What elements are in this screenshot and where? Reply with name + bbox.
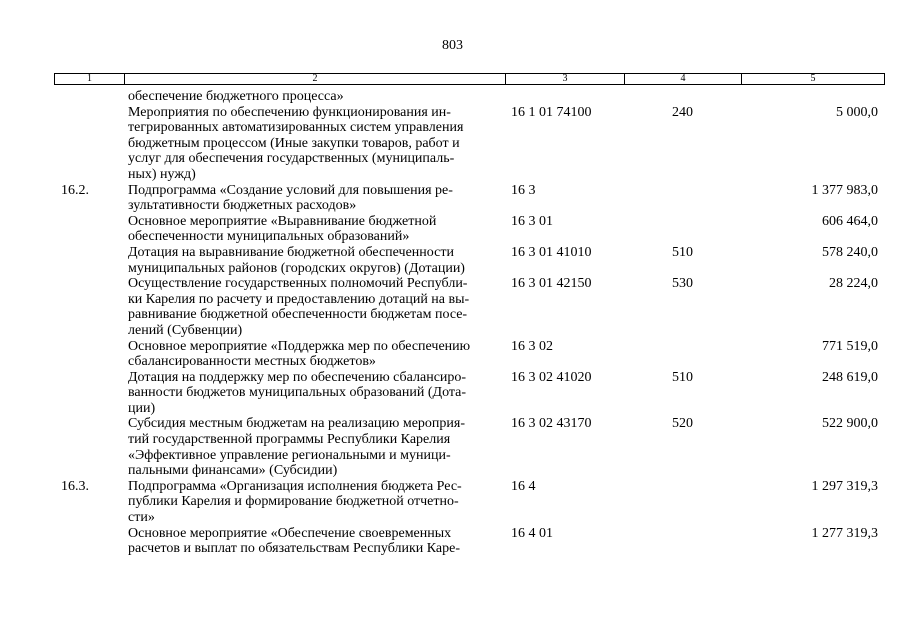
row-name xyxy=(124,105,505,183)
row-name-line: муниципальных районов (городских округов) (Дотации) xyxy=(128,260,465,276)
row-name-line: ции) xyxy=(128,400,156,416)
row-number xyxy=(54,416,124,478)
row-amount: 5 000,0 xyxy=(836,104,878,120)
table-row xyxy=(54,339,885,370)
row-code xyxy=(505,89,624,105)
row-name-line: ванности бюджетов муниципальных образований (Дота- xyxy=(128,385,467,401)
row-name xyxy=(124,370,505,417)
row-name xyxy=(124,183,505,214)
row-code: 16 3 02 xyxy=(511,338,553,354)
row-name xyxy=(124,89,505,105)
row-number xyxy=(54,245,124,276)
row-name-line: лений (Субвенции) xyxy=(128,322,243,338)
row-name xyxy=(124,416,505,478)
row-name xyxy=(124,339,505,370)
row-amount: 771 519,0 xyxy=(822,338,878,354)
row-code: 16 3 01 41010 xyxy=(511,244,592,260)
row-name xyxy=(124,245,505,276)
row-number xyxy=(54,105,124,183)
row-name xyxy=(124,214,505,245)
row-amount: 522 900,0 xyxy=(822,416,878,432)
row-name-line: равнивание бюджетной обеспеченности бюджетам посе- xyxy=(128,307,468,323)
row-expense-type: 510 xyxy=(672,244,693,260)
row-name-line: тегрированных автоматизированных систем управления xyxy=(128,120,464,136)
row-name-line: Подпрограмма «Организация исполнения бюджета Рес- xyxy=(128,478,462,494)
row-expense-type xyxy=(624,339,741,370)
row-code: 16 3 01 xyxy=(511,213,553,229)
row-name xyxy=(124,276,505,338)
table-row xyxy=(54,105,885,183)
row-number xyxy=(54,214,124,245)
table-row xyxy=(54,89,885,105)
row-name-line: пальными финансами» (Субсидии) xyxy=(128,463,338,479)
row-name-line: обеспеченности муниципальных образований» xyxy=(128,229,410,245)
column-header-3: 3 xyxy=(506,74,625,84)
row-expense-type: 240 xyxy=(672,104,693,120)
row-name-line: публики Карелия и формирование бюджетной отчетно- xyxy=(128,494,459,510)
row-number: 16.3. xyxy=(61,478,89,494)
row-name xyxy=(124,526,505,557)
row-code: 16 3 02 43170 xyxy=(511,416,592,432)
budget-table xyxy=(54,89,885,557)
row-expense-type xyxy=(624,479,741,526)
row-amount: 1 377 983,0 xyxy=(811,182,878,198)
row-expense-type xyxy=(624,89,741,105)
row-name-line: Осуществление государственных полномочий Республи- xyxy=(128,276,468,292)
row-code: 16 4 xyxy=(511,478,536,494)
row-name-line: Основное мероприятие «Обеспечение своевременных xyxy=(128,525,452,541)
table-row xyxy=(54,245,885,276)
row-name-line: тий государственной программы Республики Карелия xyxy=(128,432,451,448)
column-header-2: 2 xyxy=(125,74,506,84)
row-amount: 248 619,0 xyxy=(822,369,878,385)
row-name xyxy=(124,479,505,526)
row-name-line: Основное мероприятие «Поддержка мер по обеспечению xyxy=(128,338,471,354)
row-expense-type xyxy=(624,526,741,557)
table-row xyxy=(54,416,885,478)
row-number xyxy=(54,370,124,417)
row-name-line: обеспечение бюджетного процесса» xyxy=(128,89,344,104)
row-number xyxy=(54,526,124,557)
row-name-line: ных) нужд) xyxy=(128,166,196,182)
row-name-line: зультативности бюджетных расходов» xyxy=(128,198,357,214)
row-name-line: расчетов и выплат по обязательствам Республики Каре- xyxy=(128,541,461,557)
row-code: 16 1 01 74100 xyxy=(511,104,592,120)
table-row xyxy=(54,370,885,417)
column-header-4: 4 xyxy=(625,74,742,84)
column-header-5: 5 xyxy=(810,73,816,84)
row-number xyxy=(54,276,124,338)
row-amount: 606 464,0 xyxy=(822,213,878,229)
row-name-line: сти» xyxy=(128,510,155,526)
row-code: 16 3 01 42150 xyxy=(511,276,592,292)
row-amount xyxy=(741,89,885,105)
column-header-1: 1 xyxy=(55,74,125,84)
row-amount: 1 297 319,3 xyxy=(811,478,878,494)
row-amount: 1 277 319,3 xyxy=(811,525,878,541)
row-name-line: бюджетным процессом (Иные закупки товаров, работ и xyxy=(128,135,460,151)
row-name-line: Дотация на поддержку мер по обеспечению сбалансиро- xyxy=(128,369,467,385)
row-amount: 28 224,0 xyxy=(829,276,878,292)
row-name-line: ки Карелия по расчету и предоставлению дотаций на вы- xyxy=(128,291,470,307)
row-name-line: услуг для обеспечения государственных (муниципаль- xyxy=(128,151,455,167)
row-code: 16 3 xyxy=(511,182,536,198)
row-code: 16 3 02 41020 xyxy=(511,369,592,385)
table-row xyxy=(54,214,885,245)
row-number xyxy=(54,339,124,370)
table-row xyxy=(54,526,885,557)
table-header xyxy=(54,73,885,85)
row-expense-type: 510 xyxy=(672,369,693,385)
table-row xyxy=(54,276,885,338)
row-number xyxy=(54,89,124,105)
table-row xyxy=(54,183,885,214)
row-name-line: «Эффективное управление региональными и муници- xyxy=(128,447,451,463)
row-expense-type xyxy=(624,214,741,245)
row-name-line: Дотация на выравнивание бюджетной обеспеченности xyxy=(128,244,454,260)
row-name-line: Субсидия местным бюджетам на реализацию мероприя- xyxy=(128,416,466,432)
row-name-line: Подпрограмма «Создание условий для повышения ре- xyxy=(128,182,453,198)
page-number: 803 xyxy=(442,38,463,53)
row-number: 16.2. xyxy=(61,182,89,198)
row-code: 16 4 01 xyxy=(511,525,553,541)
row-expense-type xyxy=(624,183,741,214)
row-name-line: сбалансированности местных бюджетов» xyxy=(128,354,376,370)
table-row xyxy=(54,479,885,526)
row-amount: 578 240,0 xyxy=(822,244,878,260)
row-name-line: Мероприятия по обеспечению функционирования ин- xyxy=(128,104,451,120)
row-expense-type: 530 xyxy=(672,276,693,292)
row-name-line: Основное мероприятие «Выравнивание бюджетной xyxy=(128,213,437,229)
row-expense-type: 520 xyxy=(672,416,693,432)
